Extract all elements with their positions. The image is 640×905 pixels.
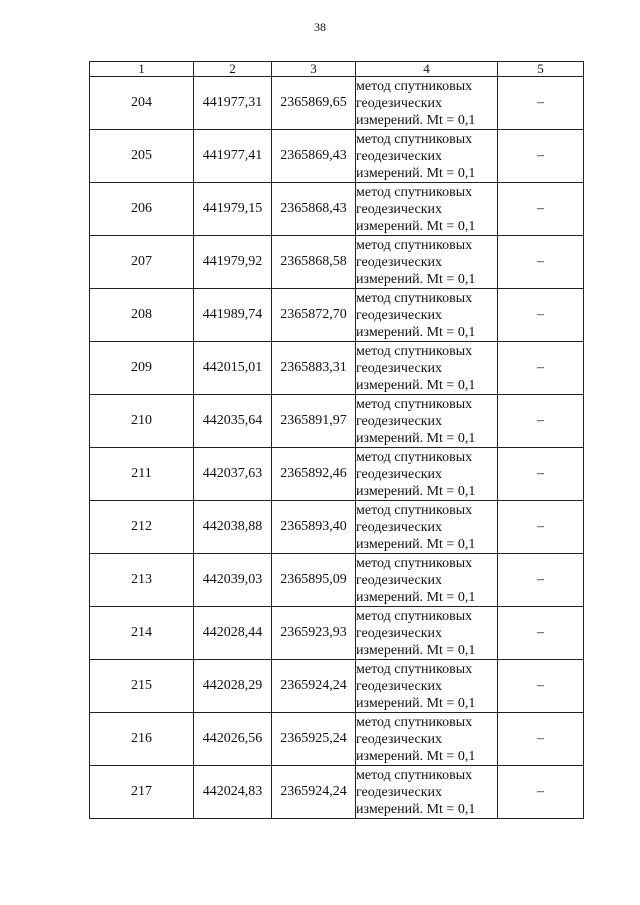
- column-header: 3: [272, 62, 356, 77]
- method-line: геодезических: [356, 784, 443, 800]
- x-coordinate-cell: 442028,29: [194, 660, 272, 713]
- point-number-cell: 217: [90, 766, 194, 819]
- x-coordinate-cell: 442035,64: [194, 395, 272, 448]
- note-cell: –: [498, 130, 584, 183]
- method-line: измерений. Mt = 0,1: [356, 165, 476, 181]
- x-coordinate-cell: 442028,44: [194, 607, 272, 660]
- y-coordinate-cell: 2365868,43: [272, 183, 356, 236]
- method-cell: [356, 766, 498, 819]
- method-cell: [356, 289, 498, 342]
- method-line: геодезических: [356, 466, 443, 482]
- table-row: [90, 395, 584, 448]
- x-coordinate-cell: 441977,41: [194, 130, 272, 183]
- column-header: 1: [90, 62, 194, 77]
- table-row: [90, 607, 584, 660]
- method-line: измерений. Mt = 0,1: [356, 695, 476, 711]
- method-cell: [356, 342, 498, 395]
- column-header: 5: [498, 62, 584, 77]
- method-line: геодезических: [356, 95, 443, 111]
- note-cell: –: [498, 501, 584, 554]
- method-line: измерений. Mt = 0,1: [356, 218, 476, 234]
- note-cell: –: [498, 395, 584, 448]
- coordinates-table: [89, 61, 584, 819]
- x-coordinate-cell: 441977,31: [194, 77, 272, 130]
- method-line: измерений. Mt = 0,1: [356, 271, 476, 287]
- note-cell: –: [498, 607, 584, 660]
- note-cell: –: [498, 77, 584, 130]
- method-line: метод спутниковых: [356, 767, 473, 783]
- method-cell: [356, 660, 498, 713]
- table-row: [90, 236, 584, 289]
- method-line: метод спутниковых: [356, 449, 473, 465]
- method-line: метод спутниковых: [356, 714, 473, 730]
- x-coordinate-cell: 442037,63: [194, 448, 272, 501]
- x-coordinate-cell: 442026,56: [194, 713, 272, 766]
- point-number-cell: 213: [90, 554, 194, 607]
- method-line: метод спутниковых: [356, 661, 473, 677]
- y-coordinate-cell: 2365883,31: [272, 342, 356, 395]
- y-coordinate-cell: 2365924,24: [272, 766, 356, 819]
- point-number-cell: 216: [90, 713, 194, 766]
- method-line: измерений. Mt = 0,1: [356, 536, 476, 552]
- method-cell: [356, 395, 498, 448]
- point-number-cell: 204: [90, 77, 194, 130]
- method-cell: [356, 607, 498, 660]
- method-line: геодезических: [356, 201, 443, 217]
- x-coordinate-cell: 441979,92: [194, 236, 272, 289]
- method-line: геодезических: [356, 360, 443, 376]
- table-row: [90, 766, 584, 819]
- method-line: метод спутниковых: [356, 237, 473, 253]
- table-row: [90, 448, 584, 501]
- method-cell: [356, 130, 498, 183]
- method-cell: [356, 501, 498, 554]
- column-header: 2: [194, 62, 272, 77]
- method-line: метод спутниковых: [356, 131, 473, 147]
- note-cell: –: [498, 660, 584, 713]
- method-line: метод спутниковых: [356, 396, 473, 412]
- y-coordinate-cell: 2365925,24: [272, 713, 356, 766]
- point-number-cell: 211: [90, 448, 194, 501]
- column-header: 4: [356, 62, 498, 77]
- method-cell: [356, 236, 498, 289]
- method-line: измерений. Mt = 0,1: [356, 642, 476, 658]
- note-cell: –: [498, 554, 584, 607]
- table-row: [90, 77, 584, 130]
- method-cell: [356, 713, 498, 766]
- method-line: геодезических: [356, 731, 443, 747]
- table-header-row: [90, 62, 584, 77]
- x-coordinate-cell: 442038,88: [194, 501, 272, 554]
- method-line: геодезических: [356, 519, 443, 535]
- note-cell: –: [498, 448, 584, 501]
- method-line: измерений. Mt = 0,1: [356, 748, 476, 764]
- table-row: [90, 713, 584, 766]
- method-cell: [356, 183, 498, 236]
- method-line: геодезических: [356, 678, 443, 694]
- method-line: геодезических: [356, 254, 443, 270]
- table-row: [90, 130, 584, 183]
- point-number-cell: 205: [90, 130, 194, 183]
- point-number-cell: 214: [90, 607, 194, 660]
- table-row: [90, 501, 584, 554]
- table-row: [90, 289, 584, 342]
- y-coordinate-cell: 2365893,40: [272, 501, 356, 554]
- method-line: метод спутниковых: [356, 502, 473, 518]
- note-cell: –: [498, 713, 584, 766]
- method-line: метод спутниковых: [356, 555, 473, 571]
- y-coordinate-cell: 2365924,24: [272, 660, 356, 713]
- y-coordinate-cell: 2365869,65: [272, 77, 356, 130]
- method-line: измерений. Mt = 0,1: [356, 430, 476, 446]
- table-body: [90, 77, 584, 819]
- y-coordinate-cell: 2365923,93: [272, 607, 356, 660]
- note-cell: –: [498, 289, 584, 342]
- point-number-cell: 212: [90, 501, 194, 554]
- method-cell: [356, 77, 498, 130]
- method-line: метод спутниковых: [356, 343, 473, 359]
- method-line: измерений. Mt = 0,1: [356, 377, 476, 393]
- method-line: геодезических: [356, 625, 443, 641]
- method-line: геодезических: [356, 572, 443, 588]
- x-coordinate-cell: 442015,01: [194, 342, 272, 395]
- method-line: метод спутниковых: [356, 78, 473, 94]
- point-number-cell: 208: [90, 289, 194, 342]
- page-number: 38: [314, 20, 326, 34]
- y-coordinate-cell: 2365868,58: [272, 236, 356, 289]
- table-row: [90, 660, 584, 713]
- table-row: [90, 342, 584, 395]
- method-cell: [356, 554, 498, 607]
- x-coordinate-cell: 442024,83: [194, 766, 272, 819]
- method-line: измерений. Mt = 0,1: [356, 801, 476, 817]
- method-line: геодезических: [356, 148, 443, 164]
- y-coordinate-cell: 2365895,09: [272, 554, 356, 607]
- y-coordinate-cell: 2365872,70: [272, 289, 356, 342]
- point-number-cell: 207: [90, 236, 194, 289]
- y-coordinate-cell: 2365891,97: [272, 395, 356, 448]
- method-line: измерений. Mt = 0,1: [356, 112, 476, 128]
- y-coordinate-cell: 2365892,46: [272, 448, 356, 501]
- method-line: геодезических: [356, 413, 443, 429]
- method-line: измерений. Mt = 0,1: [356, 324, 476, 340]
- point-number-cell: 210: [90, 395, 194, 448]
- method-line: измерений. Mt = 0,1: [356, 483, 476, 499]
- point-number-cell: 215: [90, 660, 194, 713]
- note-cell: –: [498, 342, 584, 395]
- note-cell: –: [498, 183, 584, 236]
- method-line: метод спутниковых: [356, 184, 473, 200]
- note-cell: –: [498, 766, 584, 819]
- method-line: геодезических: [356, 307, 443, 323]
- method-line: метод спутниковых: [356, 290, 473, 306]
- point-number-cell: 206: [90, 183, 194, 236]
- method-line: метод спутниковых: [356, 608, 473, 624]
- y-coordinate-cell: 2365869,43: [272, 130, 356, 183]
- table-row: [90, 554, 584, 607]
- method-line: измерений. Mt = 0,1: [356, 589, 476, 605]
- table-row: [90, 183, 584, 236]
- note-cell: –: [498, 236, 584, 289]
- x-coordinate-cell: 441989,74: [194, 289, 272, 342]
- point-number-cell: 209: [90, 342, 194, 395]
- x-coordinate-cell: 441979,15: [194, 183, 272, 236]
- x-coordinate-cell: 442039,03: [194, 554, 272, 607]
- method-cell: [356, 448, 498, 501]
